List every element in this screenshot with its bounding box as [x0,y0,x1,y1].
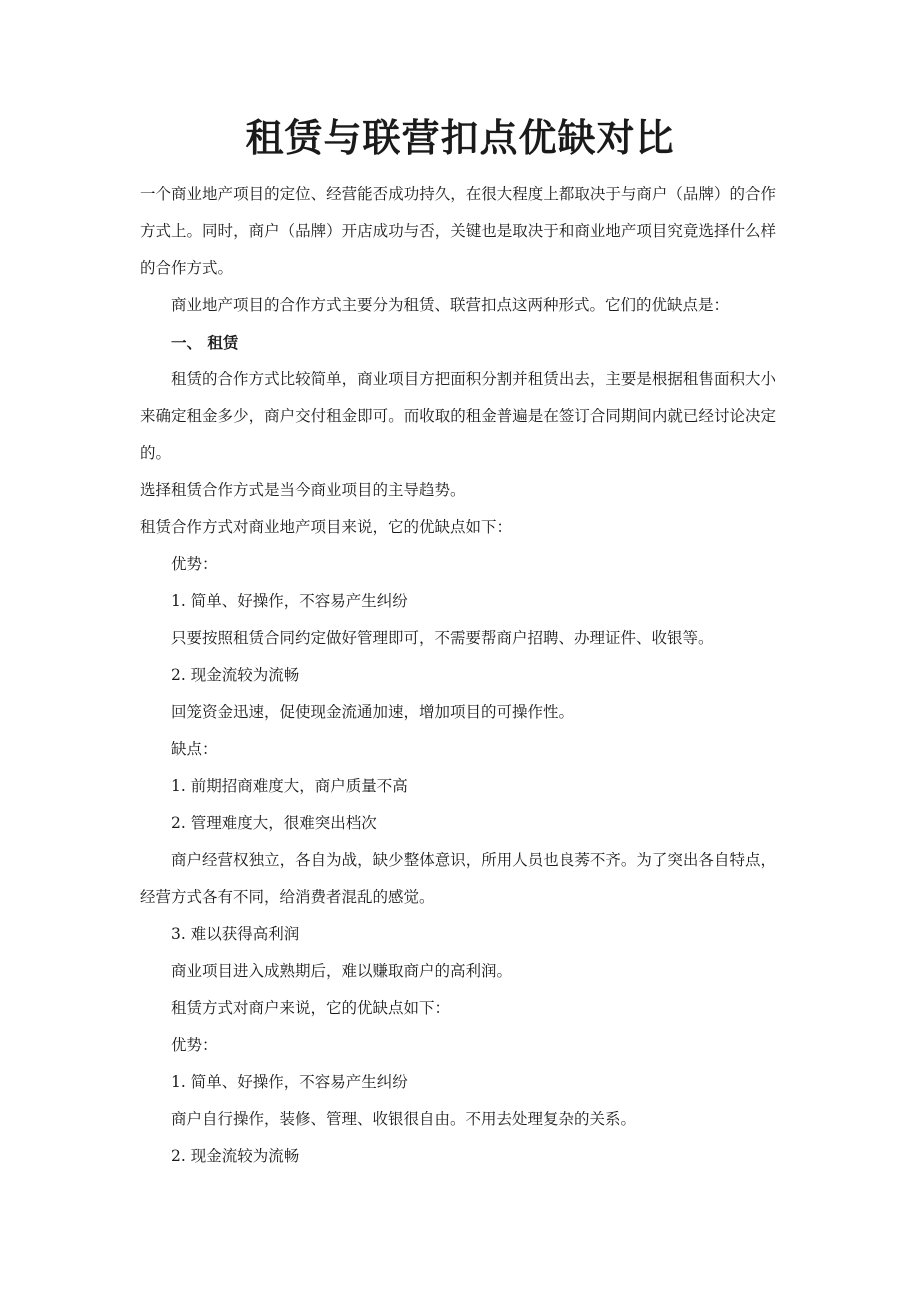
merchant-view-intro: 租赁方式对商户来说，它的优缺点如下： [171,999,451,1017]
project-con-2: 2. 管理难度大，很难突出档次 [171,814,377,832]
project-pro-2-desc: 回笼资金迅速，促使现金流通加速，增加项目的可操作性。 [171,703,575,721]
merchant-pro-1-desc: 商户自行操作，装修、管理、收银很自由。不用去处理复杂的关系。 [171,1110,637,1128]
project-con-2-desc: 商户经营权独立，各自为战，缺少整体意识，所用人员也良莠不齐。为了突出各自特点，经营方式各有不同，给消费者混乱的感觉。 [140,851,776,906]
project-cons-label: 缺点： [171,740,218,758]
project-con-1: 1. 前期招商难度大，商户质量不高 [171,777,408,795]
merchant-pros-label: 优势： [171,1036,218,1054]
project-pro-2: 2. 现金流较为流畅 [171,666,300,684]
project-view-intro: 租赁合作方式对商业地产项目来说，它的优缺点如下： [140,518,513,536]
project-pros-label: 优势： [171,555,218,573]
document-title: 租赁与联营扣点优缺对比 [245,115,675,160]
project-con-3-desc: 商业项目进入成熟期后，难以赚取商户的高利润。 [171,962,513,980]
lease-trend: 选择租赁合作方式是当今商业项目的主导趋势。 [140,481,466,499]
document-body [140,176,776,1175]
section-heading-lease: 一、 租赁 [171,333,239,352]
project-pro-1-desc: 只要按照租赁合同约定做好管理即可，不需要帮商户招聘、办理证件、收银等。 [171,629,714,647]
merchant-pro-2: 2. 现金流较为流畅 [171,1147,300,1165]
intro-paragraph: 一个商业地产项目的定位、经营能否成功持久，在很大程度上都取决于与商户（品牌）的合作方式上。同时，商户（品牌）开店成功与否，关键也是取决于和商业地产项目究竟选择什么样的合作方式。 [140,185,776,277]
project-pro-1: 1. 简单、好操作，不容易产生纠纷 [171,592,408,610]
merchant-pro-1: 1. 简单、好操作，不容易产生纠纷 [171,1073,408,1091]
lease-description: 租赁的合作方式比较简单，商业项目方把面积分割并租赁出去，主要是根据租售面积大小来确定租金多少，商户交付租金即可。而收取的租金普遍是在签订合同期间内就已经讨论决定的。 [140,370,776,462]
overview-paragraph: 商业地产项目的合作方式主要分为租赁、联营扣点这两种形式。它们的优缺点是： [171,296,730,314]
project-con-3: 3. 难以获得高利润 [171,925,300,943]
